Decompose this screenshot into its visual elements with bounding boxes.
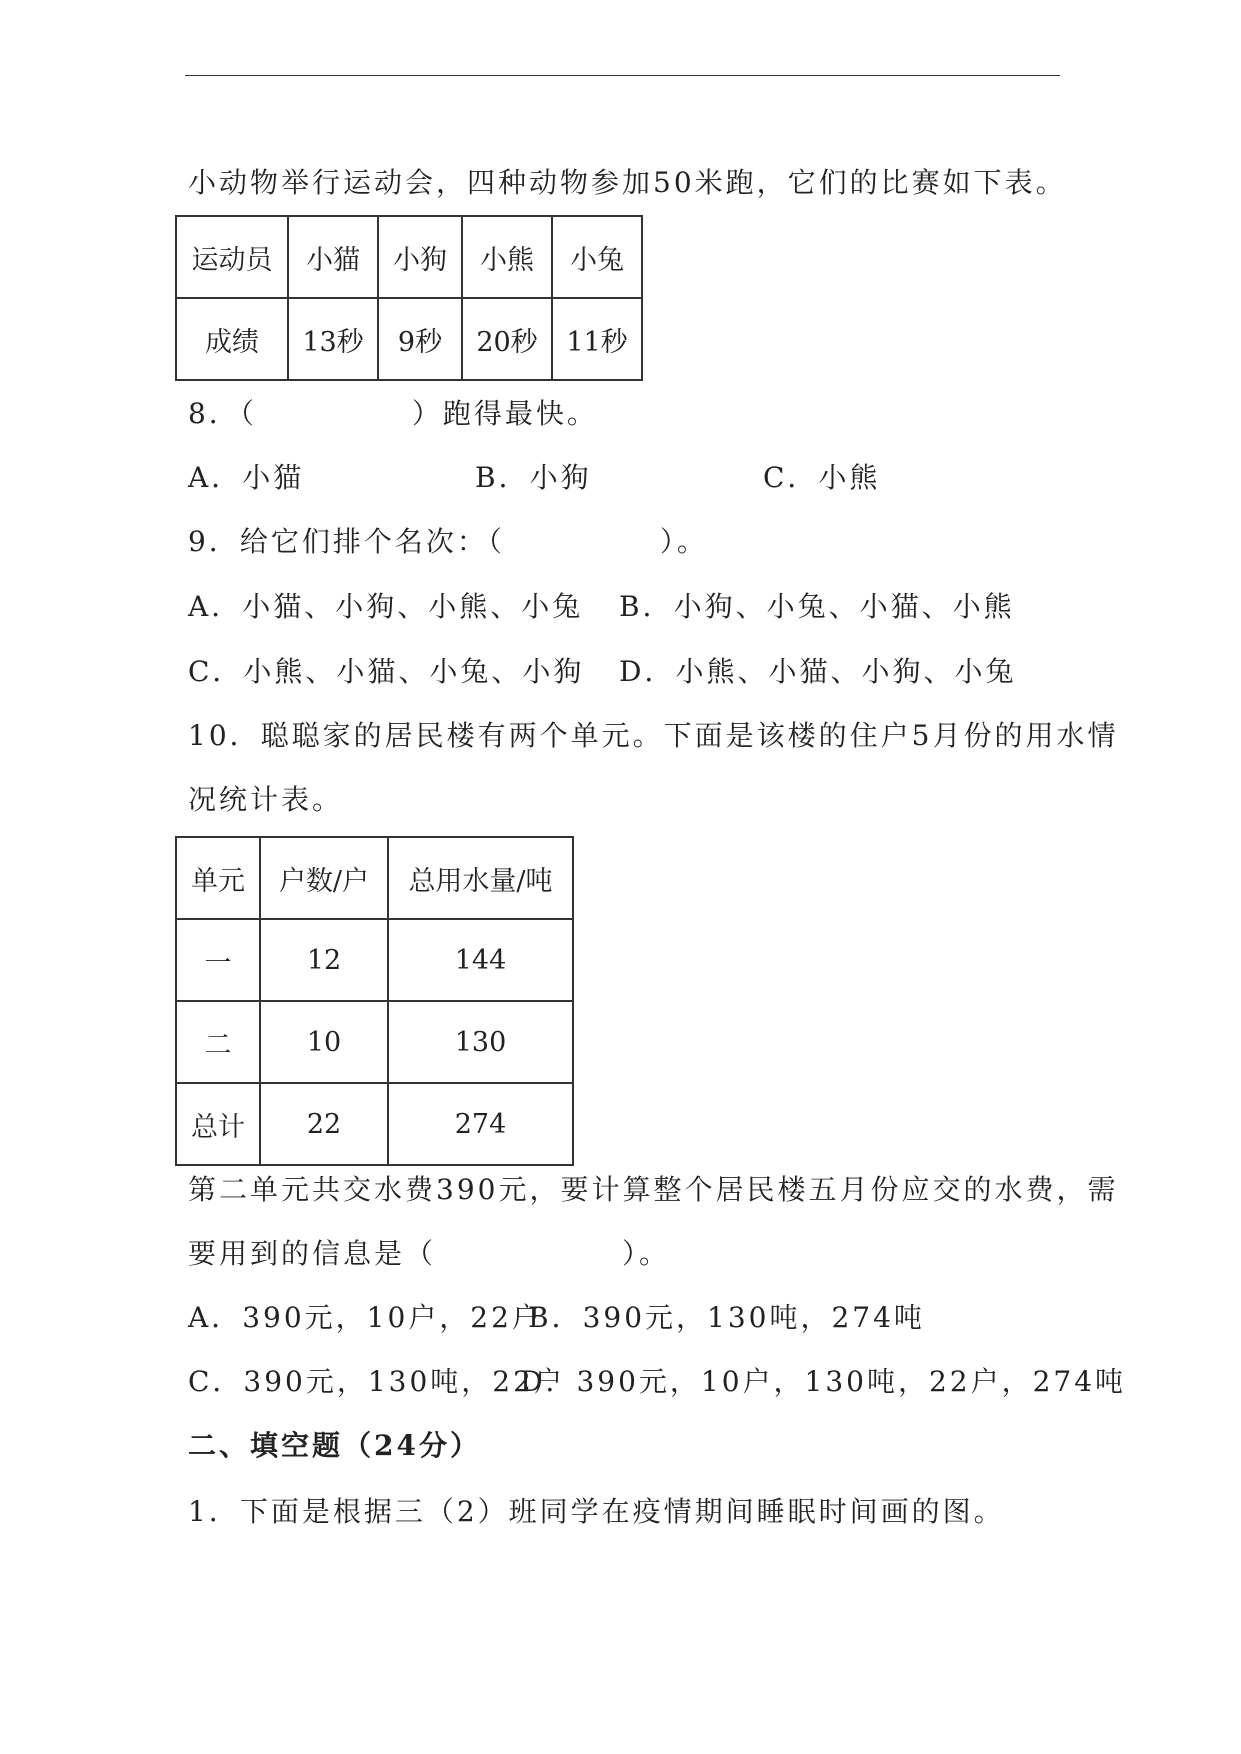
table-cell: 11秒 bbox=[552, 298, 642, 380]
table-row bbox=[176, 1001, 573, 1083]
table-cell: 运动员 bbox=[176, 216, 288, 298]
table-cell: 二 bbox=[176, 1001, 260, 1083]
q10-option-d: D．390元，10户，130吨，22户，274吨 bbox=[520, 1365, 1127, 1398]
table-cell: 130 bbox=[388, 1001, 573, 1083]
question-10-info-line2: 要用到的信息是（ ）。 bbox=[188, 1237, 671, 1270]
table-cell: 小熊 bbox=[462, 216, 552, 298]
table-cell: 22 bbox=[260, 1083, 388, 1165]
table-cell: 12 bbox=[260, 919, 388, 1001]
q9-option-b: B．小狗、小兔、小猫、小熊 bbox=[619, 590, 1015, 623]
q8-option-c: C．小熊 bbox=[763, 461, 881, 494]
table-cell: 9秒 bbox=[378, 298, 462, 380]
question-10-stem-line1: 10．聪聪家的居民楼有两个单元。下面是该楼的住户5月份的用水情 bbox=[188, 719, 1119, 752]
table-cell: 户数/户 bbox=[260, 837, 388, 919]
table-cell: 144 bbox=[388, 919, 573, 1001]
question-10-stem-line2: 况统计表。 bbox=[188, 783, 344, 816]
water-usage-table bbox=[175, 836, 574, 1166]
q10-option-b: B．390元，130吨，274吨 bbox=[528, 1301, 925, 1334]
table-cell: 总用水量/吨 bbox=[388, 837, 573, 919]
table-cell: 单元 bbox=[176, 837, 260, 919]
table-cell: 一 bbox=[176, 919, 260, 1001]
section-2-title: 二、填空题（24分） bbox=[188, 1429, 481, 1462]
q9-option-c: C．小熊、小猫、小兔、小狗 bbox=[188, 655, 585, 688]
table-cell: 小狗 bbox=[378, 216, 462, 298]
race-results-table bbox=[175, 215, 643, 381]
race-intro: 小动物举行运动会，四种动物参加50米跑，它们的比赛如下表。 bbox=[188, 166, 1067, 199]
table-cell: 总计 bbox=[176, 1083, 260, 1165]
q10-option-c: C．390元，130吨，22户 bbox=[188, 1365, 565, 1398]
table-cell: 274 bbox=[388, 1083, 573, 1165]
q9-option-d: D．小熊、小猫、小狗、小兔 bbox=[619, 655, 1017, 688]
table-cell: 小猫 bbox=[288, 216, 378, 298]
table-cell: 10 bbox=[260, 1001, 388, 1083]
table-row bbox=[176, 837, 573, 919]
table-row bbox=[176, 1083, 573, 1165]
section-2-question-1: 1．下面是根据三（2）班同学在疫情期间睡眠时间画的图。 bbox=[188, 1495, 1005, 1528]
table-cell: 20秒 bbox=[462, 298, 552, 380]
table-row bbox=[176, 216, 642, 298]
table-cell: 成绩 bbox=[176, 298, 288, 380]
table-cell: 13秒 bbox=[288, 298, 378, 380]
question-9-stem: 9．给它们排个名次：（ ）。 bbox=[188, 525, 708, 558]
q8-option-b: B．小狗 bbox=[475, 461, 592, 494]
question-10-info-line1: 第二单元共交水费390元，要计算整个居民楼五月份应交的水费，需 bbox=[188, 1173, 1119, 1206]
header-rule bbox=[185, 75, 1060, 76]
table-row bbox=[176, 919, 573, 1001]
q10-option-a: A．390元，10户，22户 bbox=[188, 1301, 543, 1334]
q9-option-a: A．小猫、小狗、小熊、小兔 bbox=[188, 590, 584, 623]
question-8-stem: 8．（ ）跑得最快。 bbox=[188, 397, 598, 430]
table-cell: 小兔 bbox=[552, 216, 642, 298]
q8-option-a: A．小猫 bbox=[188, 461, 305, 494]
table-row bbox=[176, 298, 642, 380]
